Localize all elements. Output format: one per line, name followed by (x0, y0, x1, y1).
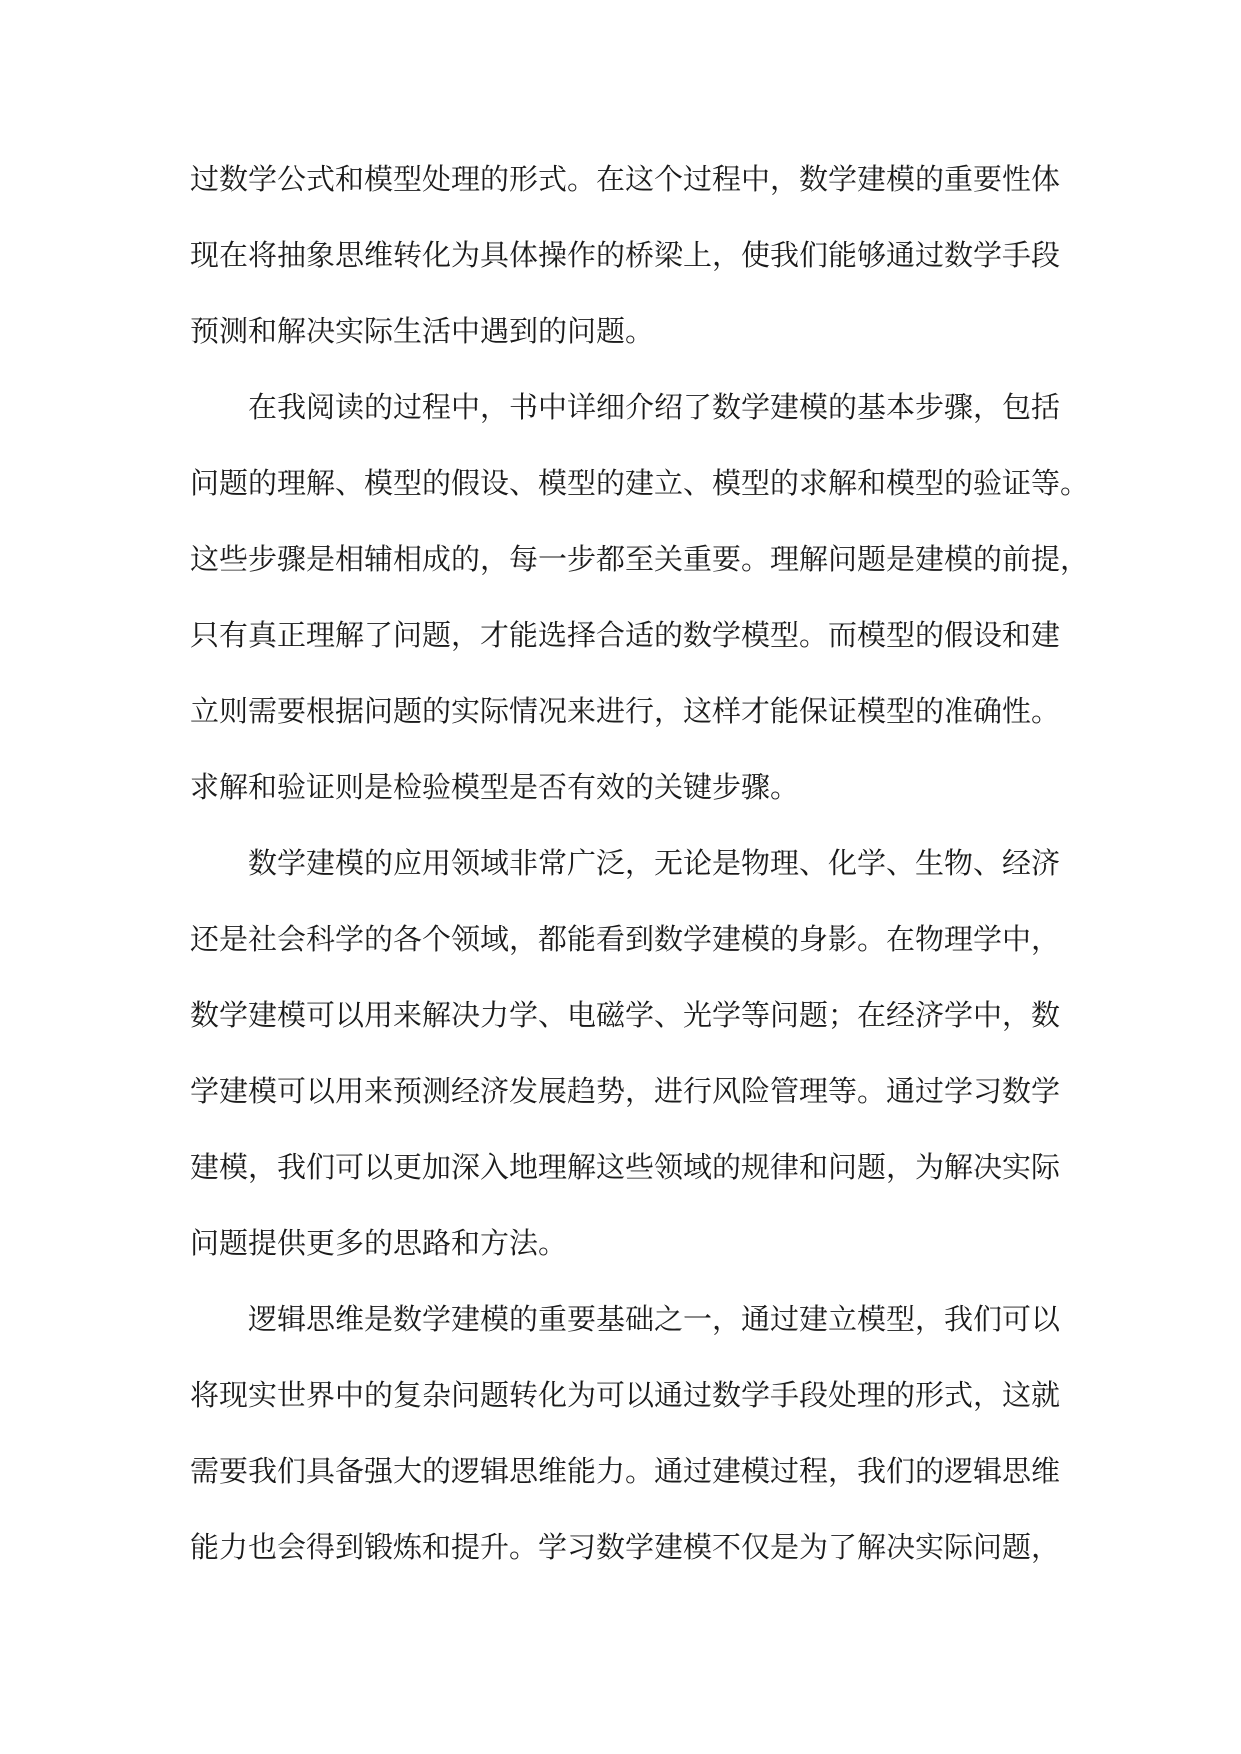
text-line: 问题提供更多的思路和方法。 (190, 1226, 568, 1260)
paragraph-3 (190, 825, 1060, 1281)
text-line: 逻辑思维是数学建模的重要基础之一，通过建立模型，我们可以 (248, 1302, 1061, 1336)
text-line: 数学建模的应用领域非常广泛，无论是物理、化学、生物、经济 (248, 846, 1061, 880)
text-line: 需要我们具备强大的逻辑思维能力。通过建模过程，我们的逻辑思维 (190, 1454, 1061, 1488)
text-line: 数学建模可以用来解决力学、电磁学、光学等问题；在经济学中，数 (190, 998, 1061, 1032)
text-line: 将现实世界中的复杂问题转化为可以通过数学手段处理的形式，这就 (190, 1378, 1061, 1412)
text-line: 过数学公式和模型处理的形式。在这个过程中，数学建模的重要性体 (190, 162, 1061, 196)
text-line: 求解和验证则是检验模型是否有效的关键步骤。 (190, 770, 800, 804)
paragraph-4 (190, 1281, 1060, 1585)
text-line: 能力也会得到锻炼和提升。学习数学建模不仅是为了解决实际问题， (190, 1530, 1061, 1564)
text-line: 在我阅读的过程中，书中详细介绍了数学建模的基本步骤，包括 (248, 390, 1061, 424)
text-line: 预测和解决实际生活中遇到的问题。 (190, 314, 655, 348)
text-line: 还是社会科学的各个领域，都能看到数学建模的身影。在物理学中， (190, 922, 1061, 956)
text-line: 现在将抽象思维转化为具体操作的桥梁上，使我们能够通过数学手段 (190, 238, 1061, 272)
text-line: 学建模可以用来预测经济发展趋势，进行风险管理等。通过学习数学 (190, 1074, 1061, 1108)
text-line: 立则需要根据问题的实际情况来进行，这样才能保证模型的准确性。 (190, 694, 1061, 728)
text-line: 这些步骤是相辅相成的，每一步都至关重要。理解问题是建模的前提， (190, 542, 1090, 576)
text-line: 问题的理解、模型的假设、模型的建立、模型的求解和模型的验证等。 (190, 466, 1090, 500)
paragraph-1 (190, 141, 1060, 369)
document-body (190, 141, 1090, 1585)
text-line: 只有真正理解了问题，才能选择合适的数学模型。而模型的假设和建 (190, 618, 1061, 652)
text-line: 建模，我们可以更加深入地理解这些领域的规律和问题，为解决实际 (190, 1150, 1061, 1184)
paragraph-2 (190, 369, 1090, 825)
